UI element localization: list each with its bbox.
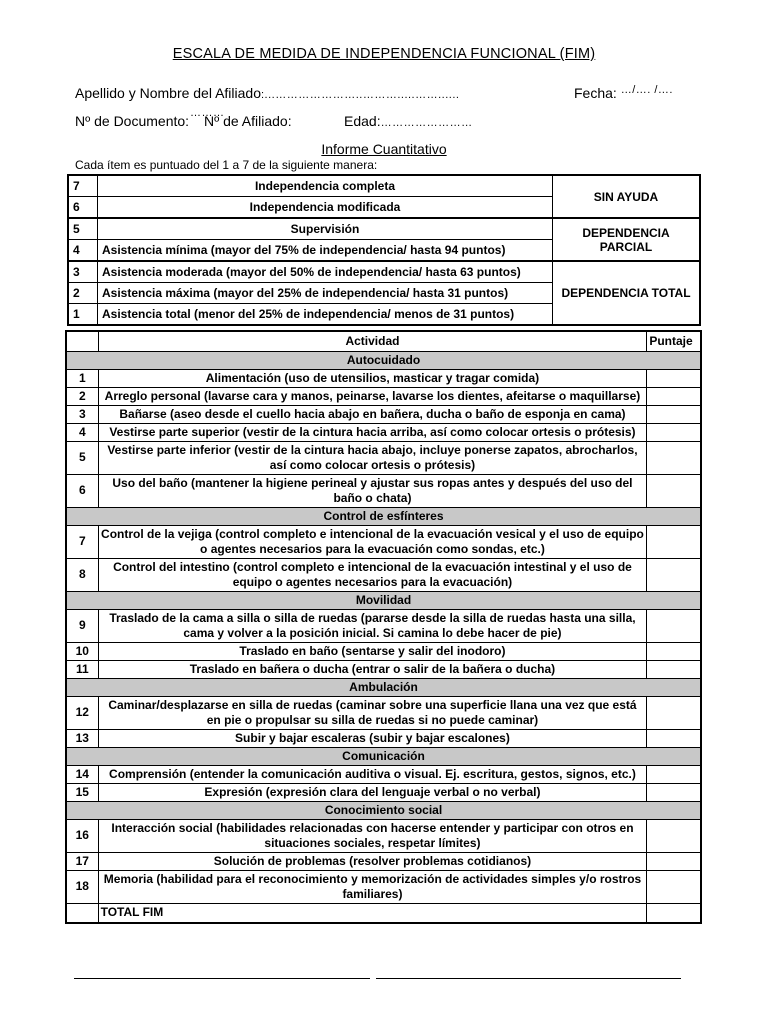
total-number-cell <box>66 903 98 923</box>
item-number: 3 <box>66 405 98 423</box>
header-score: Puntaje <box>647 331 701 351</box>
item-number: 10 <box>66 642 98 660</box>
item-number: 14 <box>66 765 98 783</box>
scale-description: Asistencia máxima (mayor del 25% de independencia/ hasta 31 puntos) <box>98 283 553 304</box>
scale-description: Asistencia mínima (mayor del 75% de independencia/ hasta 94 puntos) <box>98 240 553 262</box>
item-number: 7 <box>66 525 98 558</box>
scale-score: 1 <box>68 304 98 326</box>
score-input-cell[interactable] <box>647 642 701 660</box>
affiliate-name-dots: :...…………………..……….....……...... <box>261 89 460 101</box>
table-row <box>66 852 701 870</box>
item-number: 17 <box>66 852 98 870</box>
scale-caption: Cada ítem es puntuado del 1 a 7 de la siguiente manera: <box>75 158 378 172</box>
activities-table <box>65 330 702 924</box>
item-description: Arreglo personal (lavarse cara y manos, peinarse, lavarse los dientes, afeitarse o maquillarse) <box>98 387 647 405</box>
table-row <box>66 441 701 474</box>
category-label: Comunicación <box>66 747 701 765</box>
item-number: 11 <box>66 660 98 678</box>
table-header-row <box>66 331 701 351</box>
affiliate-number-field[interactable] <box>204 113 292 129</box>
score-input-cell[interactable] <box>647 783 701 801</box>
item-number: 13 <box>66 729 98 747</box>
category-row <box>66 351 701 369</box>
scale-row <box>68 218 700 240</box>
item-description: Subir y bajar escaleras (subir y bajar escalones) <box>98 729 647 747</box>
scale-score: 5 <box>68 218 98 240</box>
affiliate-number-label: Nº de Afiliado: <box>204 113 292 129</box>
table-row <box>66 609 701 642</box>
item-description: Alimentación (uso de utensilios, masticar y tragar comida) <box>98 369 647 387</box>
category-label: Autocuidado <box>66 351 701 369</box>
score-input-cell[interactable] <box>647 525 701 558</box>
affiliate-name-label: Apellido y Nombre del Afiliado <box>75 85 261 101</box>
score-input-cell[interactable] <box>647 474 701 507</box>
scale-score: 3 <box>68 261 98 283</box>
item-number: 1 <box>66 369 98 387</box>
section-subtitle: Informe Cuantitativo <box>321 141 447 157</box>
table-row <box>66 783 701 801</box>
group-dependencia-parcial: DEPENDENCIA PARCIAL <box>553 218 701 261</box>
item-number: 16 <box>66 819 98 852</box>
scale-score: 4 <box>68 240 98 262</box>
score-input-cell[interactable] <box>647 660 701 678</box>
table-row <box>66 819 701 852</box>
scale-score: 6 <box>68 197 98 219</box>
scale-row <box>68 261 700 283</box>
scale-description: Asistencia total (menor del 25% de independencia/ menos de 31 puntos) <box>98 304 553 326</box>
item-description: Control del intestino (control completo e intencional de la evacuación intestinal y el uso de equipo o agentes necesarios para la evacuación) <box>98 558 647 591</box>
item-number: 4 <box>66 423 98 441</box>
score-input-cell[interactable] <box>647 765 701 783</box>
table-row <box>66 660 701 678</box>
document-number-dots: ……… <box>190 107 225 119</box>
score-input-cell[interactable] <box>647 387 701 405</box>
table-row <box>66 696 701 729</box>
score-input-cell[interactable] <box>647 609 701 642</box>
category-row <box>66 591 701 609</box>
item-number: 5 <box>66 441 98 474</box>
item-description: Caminar/desplazarse en silla de ruedas (caminar sobre una superficie llana una vez que está en pie o propulsar su silla de ruedas si no puede caminar) <box>98 696 647 729</box>
signature-line-left <box>74 978 370 979</box>
document-number-field[interactable] <box>75 113 189 129</box>
item-description: Memoria (habilidad para el reconocimiento y memorización de actividades simples y/o rostros familiares) <box>98 870 647 903</box>
item-number: 18 <box>66 870 98 903</box>
header-activity: Actividad <box>98 331 647 351</box>
score-input-cell[interactable] <box>647 558 701 591</box>
table-row <box>66 387 701 405</box>
age-dots: …………………… <box>380 117 473 129</box>
item-description: Control de la vejiga (control completo e intencional de la evacuación vesical y el uso de equipo o agentes necesarios para la evacuación como sondas, etc.) <box>98 525 647 558</box>
group-sin-ayuda: SIN AYUDA <box>553 175 701 218</box>
scale-table <box>67 174 701 326</box>
scale-score: 7 <box>68 175 98 197</box>
score-input-cell[interactable] <box>647 441 701 474</box>
score-input-cell[interactable] <box>647 852 701 870</box>
category-row <box>66 801 701 819</box>
table-row <box>66 525 701 558</box>
category-label: Movilidad <box>66 591 701 609</box>
item-description: Vestirse parte superior (vestir de la cintura hacia arriba, así como colocar ortesis o prótesis) <box>98 423 647 441</box>
scale-row <box>68 175 700 197</box>
score-input-cell[interactable] <box>647 405 701 423</box>
table-row <box>66 423 701 441</box>
category-row <box>66 507 701 525</box>
table-row <box>66 870 701 903</box>
table-row <box>66 474 701 507</box>
item-description: Comprensión (entender la comunicación auditiva o visual. Ej. escritura, gestos, signos, etc.) <box>98 765 647 783</box>
table-row <box>66 558 701 591</box>
age-label: Edad: <box>344 113 381 129</box>
group-dependencia-total: DEPENDENCIA TOTAL <box>553 261 701 325</box>
scale-score: 2 <box>68 283 98 304</box>
total-row <box>66 903 701 923</box>
affiliate-name-field[interactable] <box>75 85 459 101</box>
signature-line-right <box>376 978 681 979</box>
scale-description: Asistencia moderada (mayor del 50% de independencia/ hasta 63 puntos) <box>98 261 553 283</box>
item-number: 12 <box>66 696 98 729</box>
score-input-cell[interactable] <box>647 369 701 387</box>
item-description: Expresión (expresión clara del lenguaje verbal o no verbal) <box>98 783 647 801</box>
table-row <box>66 405 701 423</box>
scale-description: Supervisión <box>98 218 553 240</box>
item-description: Solución de problemas (resolver problemas cotidianos) <box>98 852 647 870</box>
item-description: Traslado en baño (sentarse y salir del inodoro) <box>98 642 647 660</box>
item-number: 15 <box>66 783 98 801</box>
date-field[interactable] <box>574 85 673 101</box>
scale-description: Independencia modificada <box>98 197 553 219</box>
item-description: Vestirse parte inferior (vestir de la cintura hacia abajo, incluye ponerse zapatos, abrocharlos, así como colocar ortesis o prótesis) <box>98 441 647 474</box>
date-dots: …/…. /…. <box>620 84 673 96</box>
item-description: Traslado en bañera o ducha (entrar o salir de la bañera o ducha) <box>98 660 647 678</box>
scale-description: Independencia completa <box>98 175 553 197</box>
page-title: ESCALA DE MEDIDA DE INDEPENDENCIA FUNCIONAL (FIM) <box>172 46 596 62</box>
item-description: Bañarse (aseo desde el cuello hacia abajo en bañera, ducha o baño de esponja en cama) <box>98 405 647 423</box>
item-description: Interacción social (habilidades relacionadas con hacerse entender y participar con otros en situaciones sociales, respetar límites) <box>98 819 647 852</box>
item-description: Traslado de la cama a silla o silla de ruedas (pararse desde la silla de ruedas hasta una silla, cama y volver a la posición inicial. Si camina lo debe hacer de pie) <box>98 609 647 642</box>
table-row <box>66 729 701 747</box>
item-number: 6 <box>66 474 98 507</box>
table-row <box>66 642 701 660</box>
category-row <box>66 678 701 696</box>
score-input-cell[interactable] <box>647 423 701 441</box>
category-row <box>66 747 701 765</box>
table-row <box>66 765 701 783</box>
document-number-label: Nº de Documento: <box>75 113 190 129</box>
total-score-cell[interactable] <box>647 903 701 923</box>
age-field[interactable] <box>344 113 473 129</box>
item-number: 9 <box>66 609 98 642</box>
header-number-cell <box>66 331 98 351</box>
category-label: Control de esfínteres <box>66 507 701 525</box>
item-description: Uso del baño (mantener la higiene perineal y ajustar sus ropas antes y después del uso del baño o chata) <box>98 474 647 507</box>
category-label: Conocimiento social <box>66 801 701 819</box>
score-input-cell[interactable] <box>647 870 701 903</box>
item-number: 2 <box>66 387 98 405</box>
score-input-cell[interactable] <box>647 729 701 747</box>
score-input-cell[interactable] <box>647 819 701 852</box>
score-input-cell[interactable] <box>647 696 701 729</box>
table-row <box>66 369 701 387</box>
item-number: 8 <box>66 558 98 591</box>
date-label: Fecha: <box>574 85 617 101</box>
category-label: Ambulación <box>66 678 701 696</box>
total-label: TOTAL FIM <box>98 903 647 923</box>
